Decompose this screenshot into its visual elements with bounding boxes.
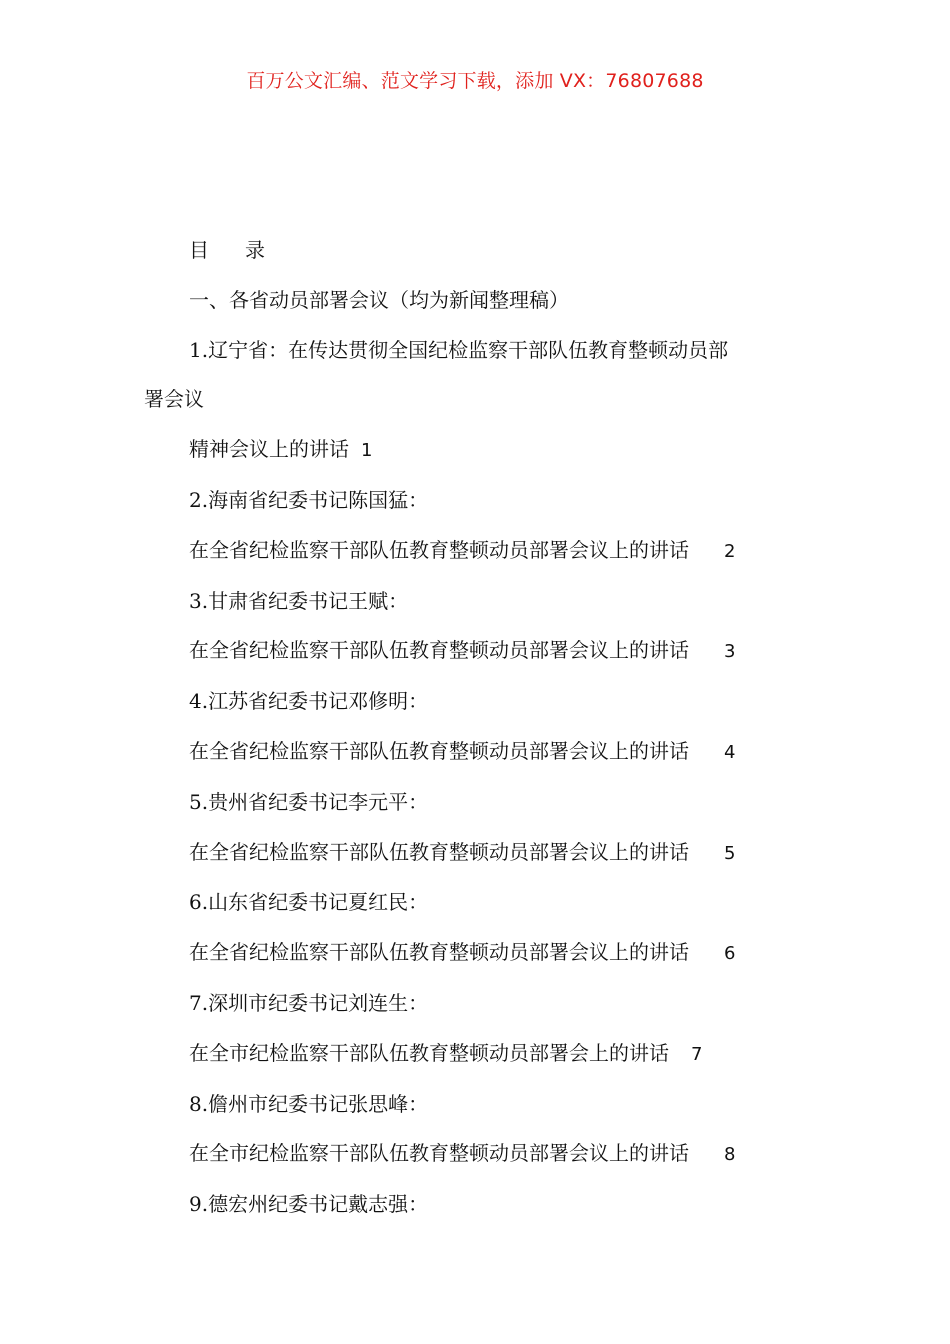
toc-entry-title: 在全省纪检监察干部队伍教育整顿动员部署会议上的讲话 bbox=[189, 738, 689, 763]
toc-section-heading: 一、各省动员部署会议（均为新闻整理稿） bbox=[189, 287, 569, 312]
toc-entry[interactable] bbox=[144, 727, 814, 778]
toc-entry-title: 在全省纪检监察干部队伍教育整顿动员部署会议上的讲话 bbox=[189, 839, 689, 864]
toc-page-number: 6 bbox=[724, 943, 736, 965]
toc-page-number: 3 bbox=[724, 641, 736, 663]
toc-page-number: 7 bbox=[691, 1043, 703, 1065]
toc-title-char: 目 bbox=[189, 238, 209, 262]
toc-entry[interactable] bbox=[144, 1029, 814, 1080]
toc-item-lead[interactable]: 2.海南省纪委书记陈国猛： bbox=[189, 487, 429, 512]
toc-entry-title: 精神会议上的讲话 bbox=[189, 437, 349, 462]
header-note: 百万公文汇编、范文学习下载，添加 VX：76807688 bbox=[246, 70, 704, 92]
toc-item-lead[interactable]: 1.辽宁省：在传达贯彻全国纪检监察干部队伍教育整顿动员部 bbox=[189, 337, 729, 362]
toc-page-number: 8 bbox=[724, 1144, 736, 1166]
toc-item-lead[interactable]: 5.贵州省纪委书记李元平： bbox=[189, 789, 429, 814]
toc-page-number: 2 bbox=[724, 540, 736, 562]
toc-entry[interactable] bbox=[144, 626, 814, 677]
toc-page-number: 1 bbox=[361, 440, 373, 462]
toc-entry[interactable] bbox=[144, 526, 814, 577]
toc-title-char: 录 bbox=[245, 238, 265, 262]
toc-entry[interactable] bbox=[144, 928, 814, 979]
toc-page-number: 5 bbox=[724, 842, 736, 864]
toc-entry-title: 在全市纪检监察干部队伍教育整顿动员部署会议上的讲话 bbox=[189, 1141, 689, 1166]
toc-item-lead[interactable]: 3.甘肃省纪委书记王赋： bbox=[189, 588, 409, 613]
toc-entry-title: 在全省纪检监察干部队伍教育整顿动员部署会议上的讲话 bbox=[189, 940, 689, 965]
toc-page-number: 4 bbox=[724, 741, 736, 763]
toc-item-lead-wrap[interactable]: 署会议 bbox=[144, 387, 204, 412]
toc-entry-title: 在全省纪检监察干部队伍教育整顿动员部署会议上的讲话 bbox=[189, 638, 689, 663]
toc-entry[interactable] bbox=[144, 425, 814, 476]
toc-item-lead[interactable]: 6.山东省纪委书记夏红民： bbox=[189, 890, 429, 915]
toc-item-lead[interactable]: 9.德宏州纪委书记戴志强： bbox=[189, 1192, 429, 1217]
toc-item-lead[interactable]: 8.儋州市纪委书记张思峰： bbox=[189, 1091, 429, 1116]
toc-entry-title: 在全市纪检监察干部队伍教育整顿动员部署会上的讲话 bbox=[189, 1040, 669, 1065]
toc-entry[interactable] bbox=[144, 828, 814, 879]
toc-item-lead[interactable]: 4.江苏省纪委书记邓修明： bbox=[189, 689, 429, 714]
toc-title bbox=[144, 226, 814, 276]
toc-entry-title: 在全省纪检监察干部队伍教育整顿动员部署会议上的讲话 bbox=[189, 537, 689, 562]
toc-item-lead[interactable]: 7.深圳市纪委书记刘连生： bbox=[189, 990, 429, 1015]
toc-entry[interactable] bbox=[144, 1129, 814, 1180]
table-of-contents bbox=[144, 226, 814, 1230]
